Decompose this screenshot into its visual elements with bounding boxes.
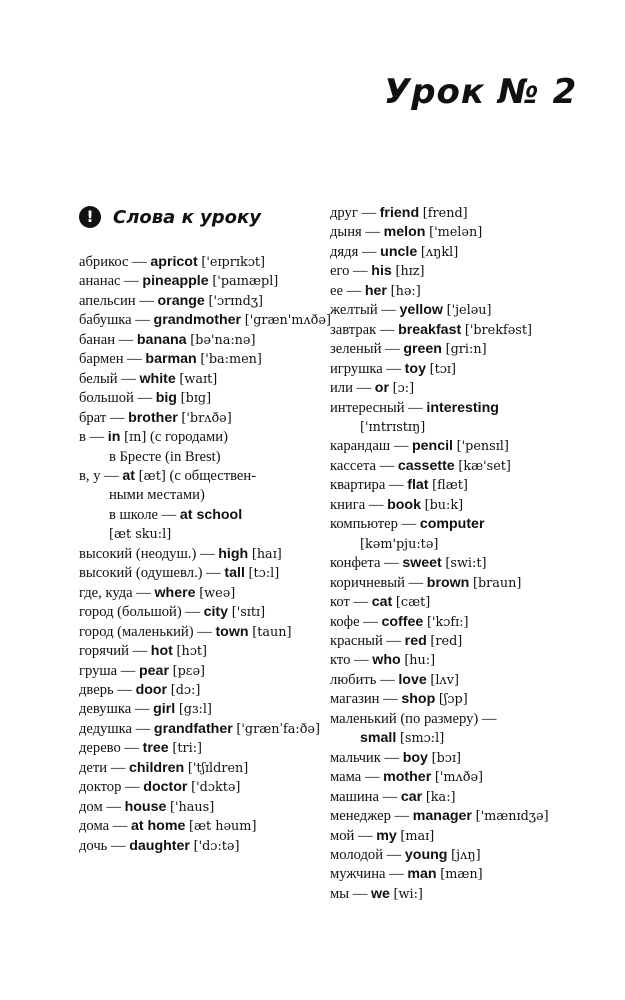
russian-word: мужчина [330,866,386,883]
english-word: tall [224,565,245,582]
english-word: cat [371,594,393,611]
russian-word: дети [79,759,108,776]
vocab-entry: абрикос — apricot ['eɪprɪkɔt] [79,254,265,270]
russian-word: бабушка [79,312,132,329]
english-word: toy [404,360,426,377]
russian-word: город (маленький) [79,623,194,640]
russian-word: мама [330,769,362,786]
transcription: [weə] [199,585,236,601]
vocab-entry: дедушка — grandfather ['grænˈfa:ðə] [79,720,320,737]
entry-continuation: [kəm'pju:tə] [360,536,439,552]
vocab-entry: ее — her [hə:] [330,282,421,299]
english-word: manager [412,808,472,825]
vocab-entry: высокий (одушевл.) — tall [tɔ:l] [79,565,280,582]
vocab-entry: конфета — sweet [swi:t] [330,555,487,572]
transcription: [wi:] [393,886,423,902]
russian-word: красный [330,632,383,649]
english-word: daughter [129,837,190,854]
english-word: boy [402,749,428,766]
vocab-entry: карандаш — pencil ['pensɪl] [330,438,509,455]
russian-word: компьютер [330,516,398,533]
vocab-entry: мальчик — boy [bɔɪ] [330,749,462,766]
transcription: [ʃɔp] [438,692,468,708]
english-word: book [387,496,421,513]
russian-word: зеленый [330,341,382,358]
vocab-entry: желтый — yellow ['jeləu] [330,302,492,319]
russian-word: мы [330,885,350,902]
english-word: white [139,370,176,387]
vocab-entry: дыня — melon ['melən] [330,224,483,241]
russian-word: мой [330,827,355,844]
english-word: big [155,390,177,407]
russian-word: или [330,380,353,397]
vocab-entry: город (большой) — city ['sɪtɪ] [79,604,266,621]
english-word: melon [383,224,426,241]
transcription: [lʌv] [430,672,459,688]
transcription: [hɪz] [395,264,425,280]
transcription: [bɔɪ] [431,750,462,766]
russian-word: квартира [330,477,386,494]
russian-word: коричневый [330,574,405,591]
exclamation-icon: ! [79,206,101,228]
transcription: [tɔɪ] [429,361,456,377]
transcription: [ka:] [425,789,456,805]
english-word: coffee [381,613,424,630]
entry-continuation: ными местами) [109,487,205,504]
transcription: [tɔ:l] [248,566,280,582]
english-word: brother [128,409,178,426]
russian-word: в школе [109,506,158,523]
transcription: ['paɪnæpl] [212,274,279,290]
vocab-entry: коричневый — brown [braun] [330,574,522,591]
english-word: brown [426,574,470,591]
russian-word: кассета [330,457,376,474]
english-word: in [107,429,121,446]
vocab-entry: компьютер — computer [kəm'pju:tə] [330,515,574,554]
english-word: green [403,341,442,358]
transcription: ['mænɪdʒə] [475,809,549,825]
section-header [79,206,261,228]
vocab-entry: квартира — flat [flæt] [330,477,468,494]
transcription: [æt həum] [189,819,257,835]
transcription: [ʌŋkl] [420,244,459,260]
vocab-entry: большой — big [bɪg] [79,390,212,407]
vocab-entry: высокий (неодуш.) — high [haɪ] [79,545,282,562]
english-word: at school [179,506,243,523]
russian-word: бармен [79,351,124,368]
vocab-entry: молодой — young [jʌŋ] [330,846,481,863]
vocab-entry: дома — at home [æt həum] [79,818,257,835]
russian-word: дочь [79,837,108,854]
english-word: pear [139,662,169,679]
vocab-entry: магазин — shop [ʃɔp] [330,691,468,708]
russian-word: дедушка [79,720,133,737]
transcription: ['brʌðə] [181,410,232,426]
transcription: [maɪ] [400,828,435,844]
english-word: orange [157,292,205,309]
english-word: mother [383,769,432,786]
russian-word: игрушка [330,360,383,377]
transcription: [kæ'set] [458,458,511,474]
english-word: doctor [143,779,188,796]
english-word: banana [136,331,187,348]
vocab-entry: мужчина — man [mæn] [330,866,483,883]
english-word: my [376,827,397,844]
english-word: uncle [380,243,418,260]
vocab-entry: кассета — cassette [kæ'set] [330,457,511,474]
russian-word: абрикос [79,254,129,270]
transcription: [pɛə] [172,663,206,679]
russian-word: в [79,429,86,446]
russian-word: интересный [330,399,405,416]
english-word: door [135,681,168,698]
russian-word: дом [79,798,103,815]
transcription: ['dɔ:tə] [193,838,240,854]
russian-word: менеджер [330,808,391,825]
russian-word: банан [79,331,115,348]
russian-word: высокий (неодуш.) [79,545,197,562]
transcription: [haɪ] [251,546,282,562]
vocab-entry: кофе — coffee ['kɔfɪ:] [330,613,469,630]
transcription: ['melən] [429,225,483,241]
russian-word: желтый [330,302,378,319]
vocab-entry: белый — white [waɪt] [79,370,218,387]
russian-word: высокий (одушевл.) [79,565,203,582]
transcription: [cæt] [395,595,431,611]
english-word: hot [150,643,173,660]
russian-word: дыня [330,224,362,241]
transcription: ['pensɪl] [456,439,509,455]
russian-word: его [330,263,350,280]
english-word: cassette [397,457,455,474]
transcription: [jʌŋ] [451,847,481,863]
vocab-entry: ананас — pineapple ['paɪnæpl] [79,273,279,290]
russian-word: девушка [79,701,132,718]
transcription: [frend] [422,206,468,221]
english-word: where [154,584,196,601]
russian-word: груша [79,662,118,679]
transcription: [gri:n] [445,342,487,358]
vocab-column-right [330,204,574,904]
vocab-entry: завтрак — breakfast ['brekfəst] [330,321,533,338]
vocab-entry: дочь — daughter ['dɔ:tə] [79,837,240,854]
english-word: breakfast [398,321,462,338]
english-word: we [370,885,390,902]
english-word: sweet [402,555,442,572]
russian-word: дома [79,818,110,835]
vocab-entry: мой — my [maɪ] [330,827,435,844]
english-word: at [122,467,136,484]
transcription: ['eɪprɪkɔt] [201,255,265,270]
vocab-entry: или — or [ɔ:] [330,380,415,397]
transcription: [ɪn] [124,430,147,446]
english-word: interesting [426,399,499,416]
usage-note: (с городами) [150,429,228,446]
english-word: man [407,866,437,883]
vocab-entry: машина — car [ka:] [330,788,456,805]
english-word: tree [142,740,169,757]
english-word: computer [419,516,485,533]
transcription: ['dɔktə] [191,780,241,796]
english-word: grandmother [153,312,242,329]
vocab-entry: кот — cat [cæt] [330,594,431,611]
russian-word: книга [330,496,366,513]
english-word: young [404,846,448,863]
vocab-entry: дверь — door [dɔ:] [79,681,201,698]
transcription: ['grænˈfa:ðə] [236,721,320,737]
transcription: ['mʌðə] [434,770,484,786]
transcription: [æt] [138,468,166,484]
vocab-entry: дядя — uncle [ʌŋkl] [330,243,459,260]
vocab-column-left [79,253,331,856]
transcription: ['brekfəst] [464,322,533,338]
vocab-entry: его — his [hɪz] [330,263,425,280]
transcription: ['haus] [170,799,215,815]
english-word: car [400,788,423,805]
vocab-entry: друг — friend [frend] [330,205,468,221]
russian-word: горячий [79,643,129,660]
english-word: yellow [399,302,443,319]
vocab-entry: игрушка — toy [tɔɪ] [330,360,456,377]
vocab-entry: брат — brother ['brʌðə] [79,409,232,426]
transcription: ['tʃɪldren] [187,760,249,776]
english-word: at home [130,818,186,835]
russian-word: карандаш [330,438,391,455]
russian-word: друг [330,205,358,221]
russian-word: белый [79,370,118,387]
transcription: [hɔt] [176,644,208,660]
russian-word: дерево [79,740,121,757]
transcription: ['ɔrɪndʒ] [208,293,264,309]
vocab-entry: в — in [ɪn] (с городами) в Бресте (in Brest) [79,428,323,467]
vocab-entry: кто — who [hu:] [330,652,436,669]
english-word: pencil [411,438,453,455]
russian-word: в, у [79,467,101,484]
russian-word: ее [330,282,343,299]
russian-word: брат [79,409,107,426]
transcription: [dɔ:] [170,682,201,698]
transcription: [tri:] [172,741,202,757]
english-word: barman [145,351,197,368]
english-word: her [364,282,387,299]
russian-word: мальчик [330,749,381,766]
transcription: [ɔ:] [392,381,415,397]
russian-word: ананас [79,273,121,290]
transcription: [braun] [473,575,522,591]
transcription: [flæt] [432,478,468,494]
entry-continuation: в Бресте (in Brest) [109,448,221,465]
transcription: [taun] [252,624,292,640]
english-word: red [404,632,427,649]
transcription: [bə'na:nə] [190,332,256,348]
english-word: small [360,730,397,747]
russian-word: молодой [330,846,384,863]
russian-word: маленький (по размеру) [330,710,479,727]
russian-word: город (большой) [79,604,182,621]
vocab-entry: книга — book [bu:k] [330,496,464,513]
vocab-entry: бабушка — grandmother ['græn'mʌðə] [79,312,331,329]
russian-word: конфета [330,555,381,572]
transcription: [swi:t] [445,556,487,572]
russian-word: дядя [330,243,359,260]
vocab-entry: горячий — hot [hɔt] [79,643,208,660]
transcription: ['kɔfɪ:] [426,614,469,630]
russian-word: кто [330,652,351,669]
english-word: girl [153,701,176,718]
vocab-entry: город (маленький) — town [taun] [79,623,292,640]
vocab-entry: маленький (по размеру) — small [smɔ:l] [330,710,574,749]
russian-word: дверь [79,681,114,698]
english-word: city [203,604,229,621]
transcription: [smɔ:l] [399,731,445,747]
vocab-entry: в школе — at school [æt sku:l] [109,506,243,543]
vocab-entry: мы — we [wi:] [330,885,423,902]
transcription: [gɜ:l] [178,702,212,718]
english-word: pineapple [142,273,209,290]
vocab-entry: банан — banana [bə'na:nə] [79,331,256,348]
english-word: town [215,623,249,640]
english-word: children [128,759,185,776]
english-word: his [371,263,392,280]
english-word: house [124,798,167,815]
usage-note: (с обществен- [169,467,257,484]
transcription: [hu:] [404,653,436,669]
lesson-title: Урок № 2 [384,72,578,112]
transcription: ['ba:men] [200,352,262,368]
vocab-entry: груша — pear [pɛə] [79,662,206,679]
transcription: [bɪg] [180,391,212,407]
transcription: [æt sku:l] [109,527,172,543]
russian-word: любить [330,671,377,688]
vocab-entry: где, куда — where [weə] [79,584,236,601]
vocab-entry: любить — love [lʌv] [330,671,459,688]
english-word: love [398,671,427,688]
russian-word: большой [79,390,134,407]
transcription: [hə:] [390,283,421,299]
russian-word: кофе [330,613,360,630]
vocab-entry: доктор — doctor ['dɔktə] [79,779,241,796]
transcription: [bu:k] [424,497,464,513]
russian-word: завтрак [330,321,377,338]
vocab-entry: мама — mother ['mʌðə] [330,769,484,786]
russian-word: апельсин [79,292,136,309]
transcription: [red] [430,633,463,649]
vocab-entry: бармен — barman ['ba:men] [79,351,262,368]
english-word: apricot [150,254,198,270]
entry-continuation: ['ɪntrɪstɪŋ] [360,419,426,435]
english-word: shop [401,691,436,708]
russian-word: доктор [79,779,122,796]
vocab-entry: в, у — at [æt] (с обществен- ными местами) [79,467,323,506]
vocab-entry: апельсин — orange ['ɔrɪndʒ] [79,292,264,309]
english-word: or [374,380,389,397]
transcription: ['græn'mʌðə] [244,313,331,329]
russian-word: кот [330,594,350,611]
english-word: who [372,652,401,669]
section-title: Слова к уроку [113,206,261,228]
vocab-entry: девушка — girl [gɜ:l] [79,701,212,718]
vocab-entry: зеленый — green [gri:n] [330,341,487,358]
transcription: ['jeləu] [446,303,492,319]
vocab-entry: красный — red [red] [330,632,463,649]
vocab-entry: дом — house ['haus] [79,798,215,815]
russian-word: магазин [330,691,380,708]
entry-continuation [330,729,574,748]
russian-word: где, куда [79,584,133,601]
vocab-entry: менеджер — manager ['mænɪdʒə] [330,808,549,825]
transcription: [mæn] [440,867,483,883]
vocab-entry: интересный — interesting ['ɪntrɪstɪŋ] [330,399,574,438]
russian-word: машина [330,788,379,805]
english-word: friend [379,205,420,221]
english-word: high [218,545,249,562]
vocab-entry: дерево — tree [tri:] [79,740,202,757]
vocab-entry: дети — children ['tʃɪldren] [79,759,249,776]
transcription: [waɪt] [179,371,218,387]
english-word: grandfather [153,720,233,737]
english-word: flat [407,477,429,494]
transcription: ['sɪtɪ] [231,605,266,621]
